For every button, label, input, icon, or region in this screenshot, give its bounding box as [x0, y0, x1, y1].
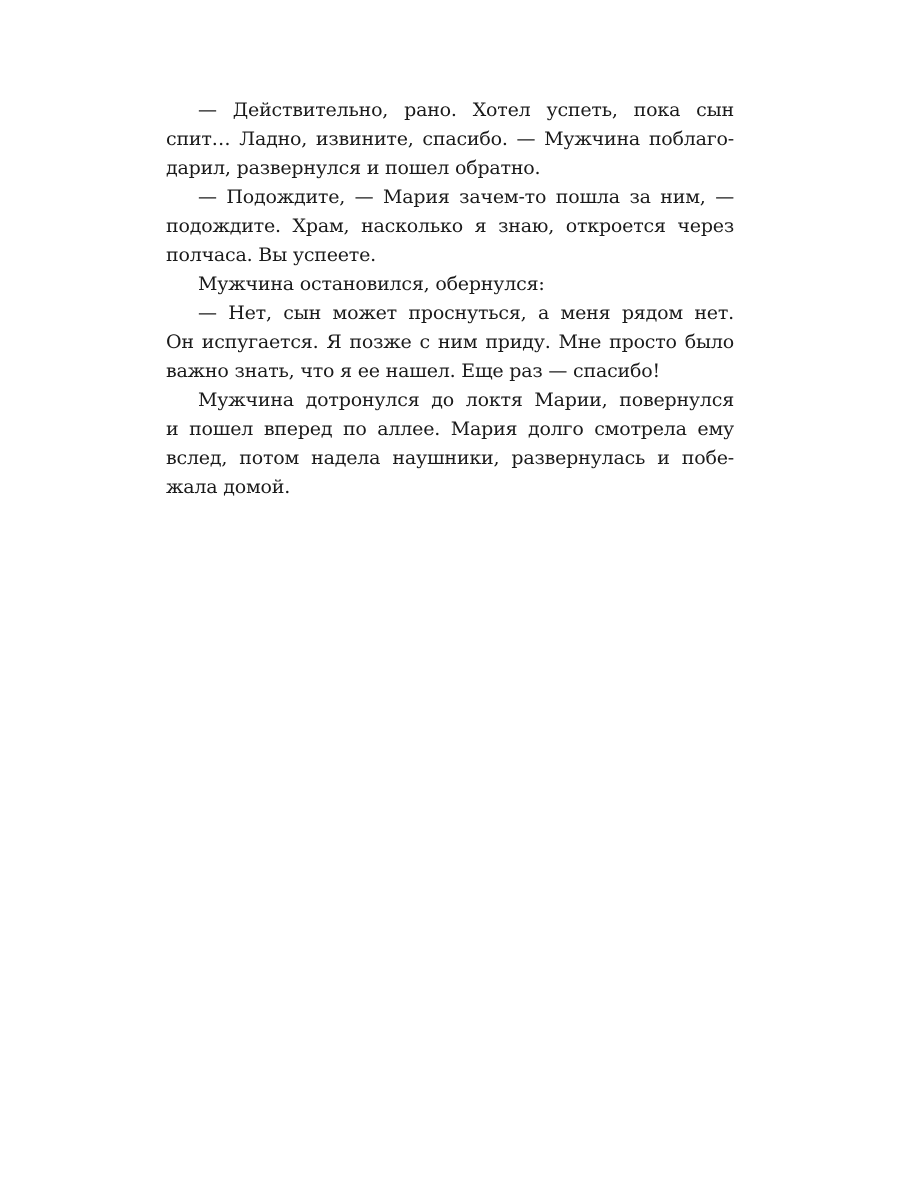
text-line: вслед, потом надела наушники, развернулась и побе-: [166, 447, 734, 469]
text-line: жала домой.: [166, 476, 291, 498]
paragraph: [166, 96, 734, 183]
text-line: — Подождите, — Мария зачем-то пошла за ним, —: [198, 186, 734, 208]
text-line: полчаса. Вы успеете.: [166, 244, 377, 266]
text-line: Он испугается. Я позже с ним приду. Мне просто было: [166, 331, 734, 353]
text-line: — Действительно, рано. Хотел успеть, пока сын: [198, 99, 734, 121]
paragraph: [166, 299, 734, 386]
text-line: и пошел вперед по аллее. Мария долго смотрела ему: [166, 418, 734, 440]
text-line: важно знать, что я ее нашел. Еще раз — спасибо!: [166, 360, 660, 382]
text-line: подождите. Храм, насколько я знаю, откроется через: [166, 215, 734, 237]
page-text: [166, 96, 734, 502]
text-line: Мужчина дотронулся до локтя Марии, повернулся: [198, 389, 734, 411]
paragraph: [166, 183, 734, 270]
text-line: Мужчина остановился, обернулся:: [198, 273, 545, 295]
paragraph: [166, 270, 734, 299]
text-line: — Нет, сын может проснуться, а меня рядом нет.: [198, 302, 734, 324]
text-line: спит… Ладно, извините, спасибо. — Мужчина поблаго-: [166, 128, 734, 150]
paragraph: [166, 386, 734, 502]
text-line: дарил, развернулся и пошел обратно.: [166, 157, 541, 179]
